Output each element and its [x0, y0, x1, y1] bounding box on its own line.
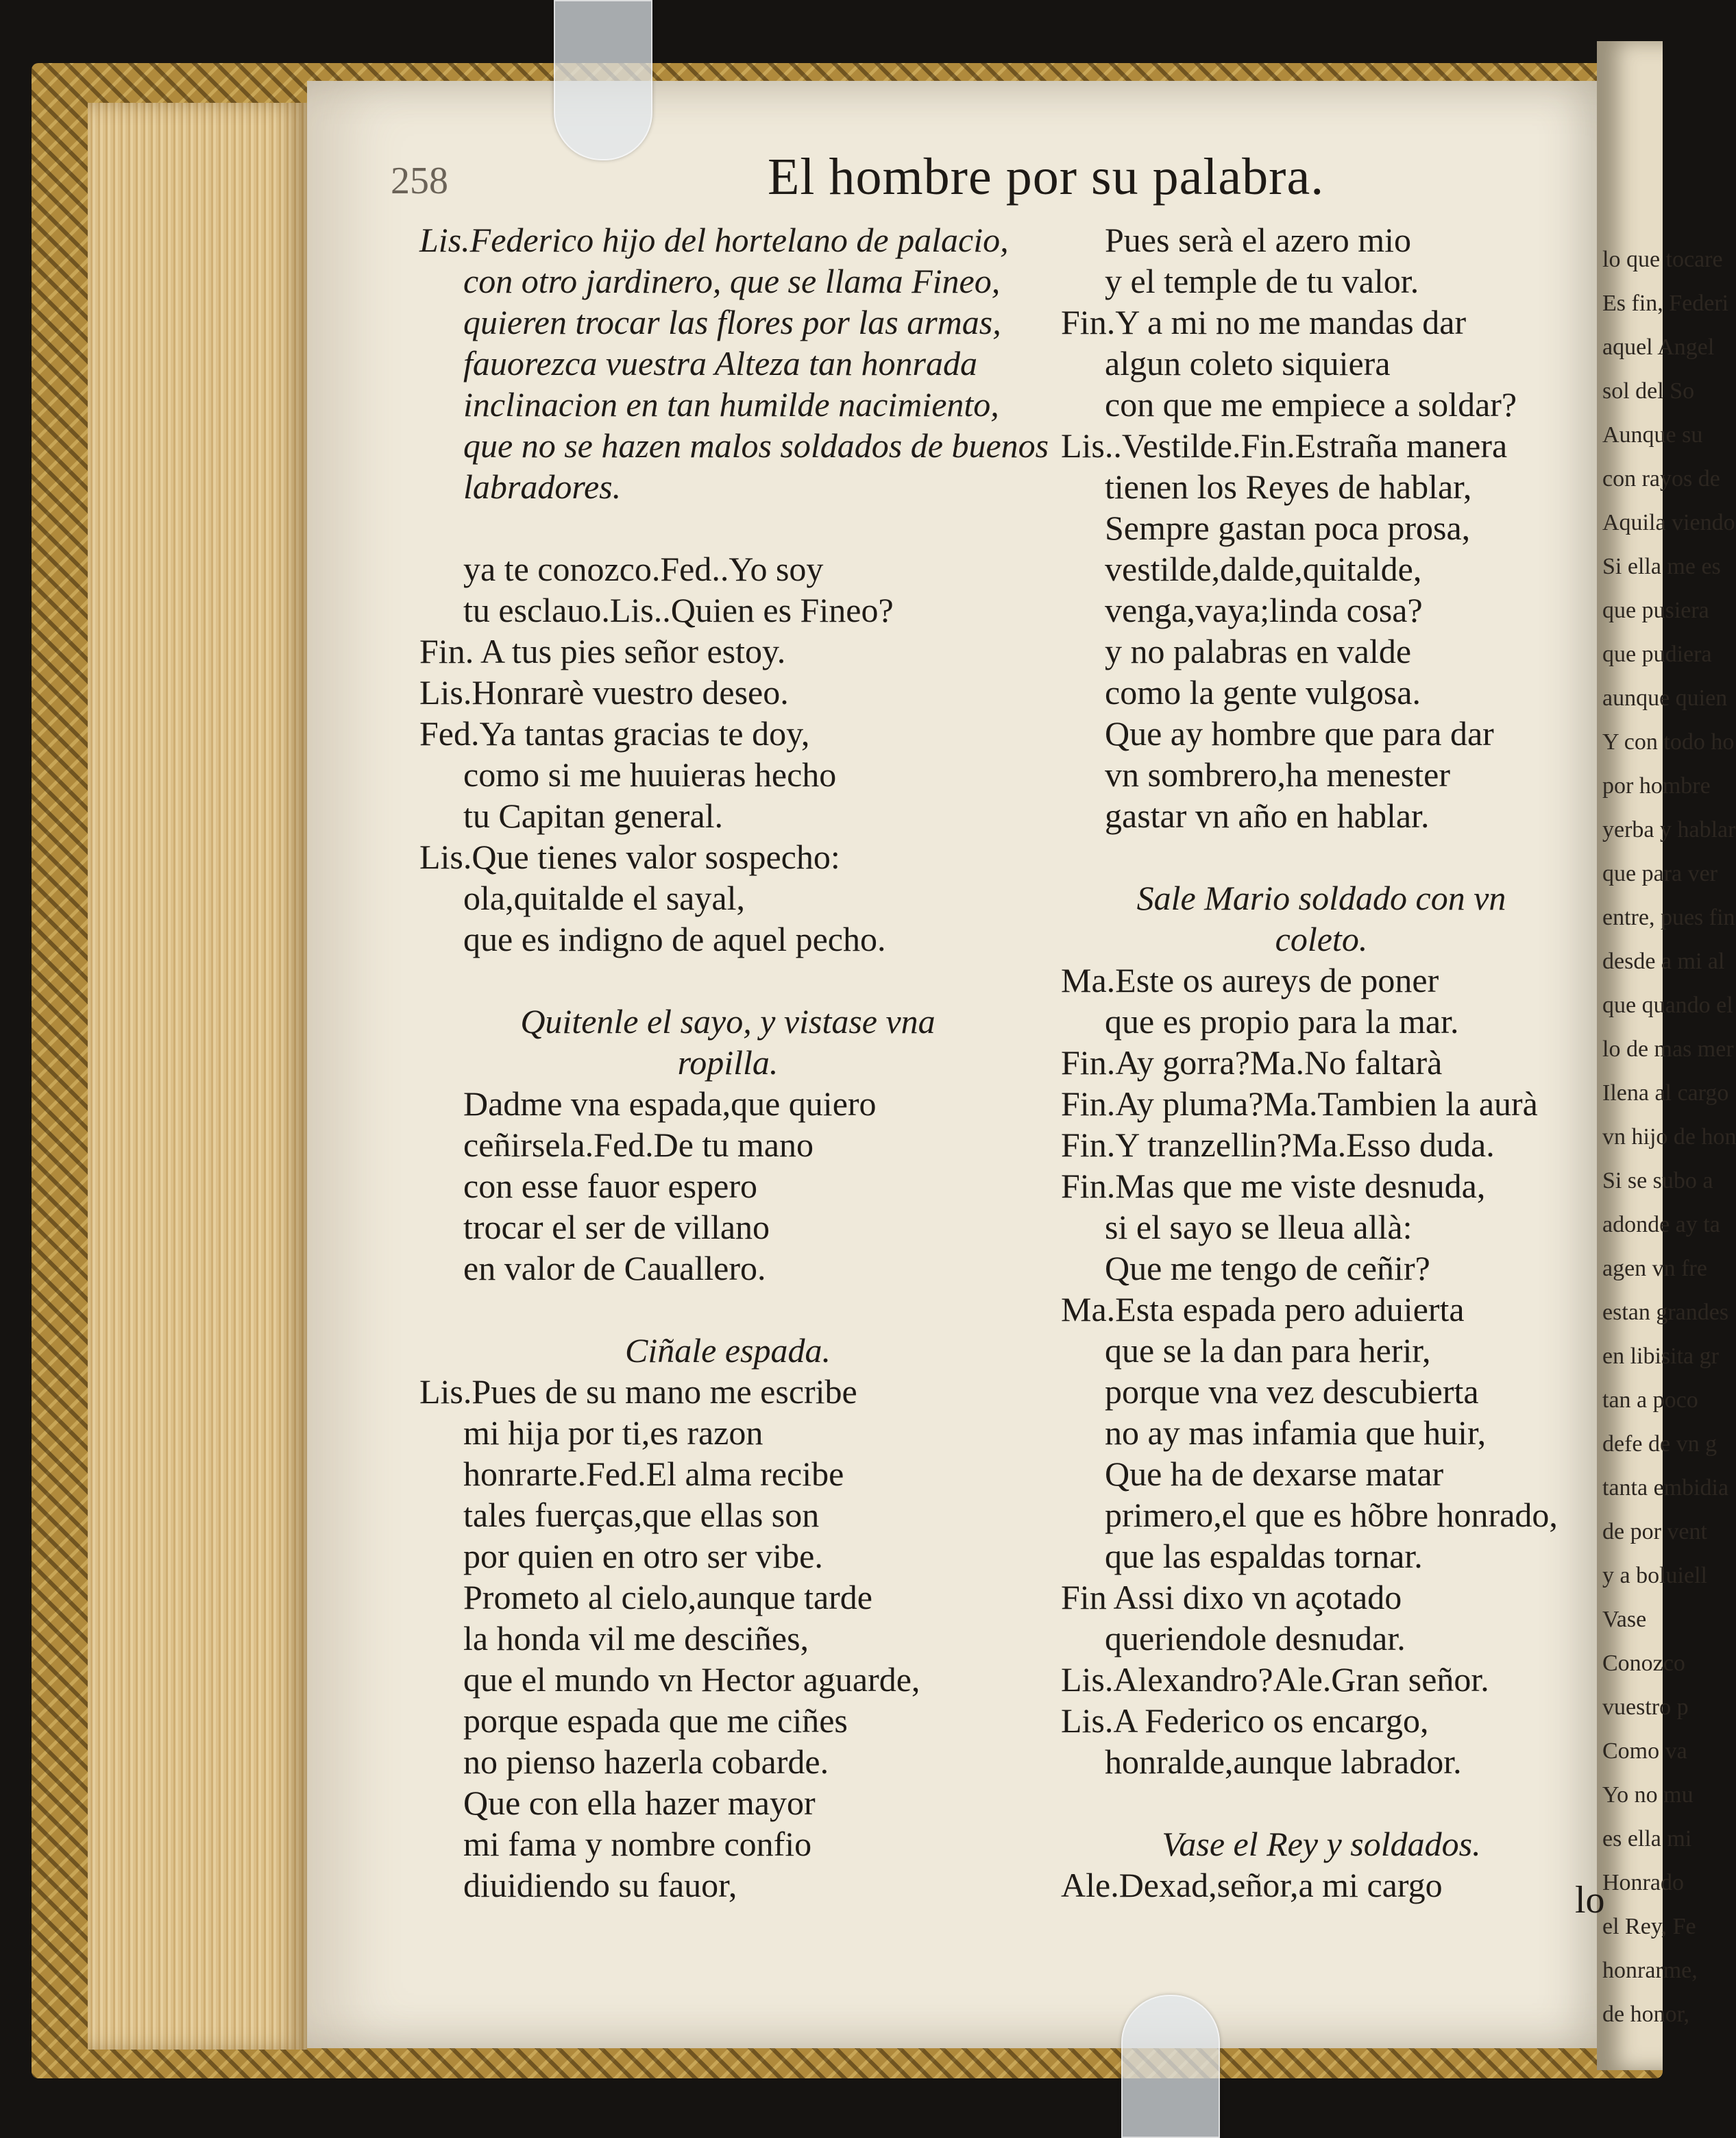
facing-page-fragment: Como va — [1602, 1738, 1687, 1764]
verse-line: y no palabras en valde — [1105, 632, 1412, 670]
facing-page-fragment: que pudiera — [1602, 642, 1712, 667]
verse-line: que el mundo vn Hector aguarde, — [463, 1660, 920, 1699]
facing-page-fragment: vuestro p — [1602, 1694, 1689, 1720]
facing-page-fragment: Si se subo a — [1602, 1168, 1713, 1193]
verse-line: con esse fauor espero — [463, 1167, 757, 1205]
facing-page-fragment: agen vn fre — [1602, 1256, 1707, 1281]
verse-line: si el sayo se lleua allà: — [1105, 1208, 1413, 1246]
verse-line: trocar el ser de villano — [463, 1208, 770, 1246]
verse-line: Que con ella hazer mayor — [463, 1784, 816, 1822]
facing-page-fragment: en libisita gr — [1602, 1344, 1719, 1369]
verse-line: ola,quitalde el sayal, — [463, 879, 745, 917]
verse-line: Fin.Ay pluma?Ma.Tambien la aurà — [1061, 1084, 1538, 1123]
stanza-gap — [419, 507, 1036, 548]
facing-page-fragment: Yo no mu — [1602, 1782, 1694, 1808]
facing-page-fragment: Vase — [1602, 1607, 1647, 1632]
verse-line: Ale.Dexad,señor,a mi cargo — [1061, 1866, 1443, 1904]
stanza-gap — [419, 960, 1036, 1001]
verse-line: no pienso hazerla cobarde. — [463, 1742, 829, 1781]
verse-line: por quien en otro ser vibe. — [463, 1537, 823, 1575]
verse-line: Lis.Alexandro?Ale.Gran señor. — [1061, 1660, 1489, 1699]
facing-page-fragment: tanta embidia — [1602, 1475, 1729, 1501]
verse-line: que las espaldas tornar. — [1105, 1537, 1423, 1575]
facing-page-fragment: con rayos de — [1602, 466, 1720, 491]
verse-line: la honda vil me desciñes, — [463, 1619, 809, 1657]
stage-direction-line: coleto. — [1275, 920, 1368, 958]
facing-page-fragment: tan a poco — [1602, 1387, 1698, 1413]
stage-direction-line: Sale Mario soldado con vn — [1136, 879, 1506, 917]
stanza-gap — [419, 1289, 1036, 1330]
verse-line: con que me empiece a soldar? — [1105, 385, 1517, 424]
verse-line: vestilde,dalde,quitalde, — [1105, 550, 1422, 588]
facing-page-fragment: y a boluiell — [1602, 1563, 1707, 1588]
verse-line: con otro jardinero, que se llama Fineo, — [463, 262, 1001, 300]
verse-line: primero,el que es hõbre honrado, — [1105, 1496, 1558, 1534]
verse-line: diuidiendo su fauor, — [463, 1866, 737, 1904]
verse-line: algun coleto siquiera — [1105, 344, 1391, 382]
verse-line: Fin Assi dixo vn açotado — [1061, 1578, 1402, 1616]
verse-line: Pues serà el azero mio — [1105, 221, 1412, 259]
verse-line: Lis.Honrarè vuestro deseo. — [419, 673, 789, 712]
verse-line: que no se hazen malos soldados de buenos — [463, 426, 1049, 465]
verse-line: Que ay hombre que para dar — [1105, 714, 1494, 753]
right-text-column — [1061, 219, 1582, 1906]
verse-line: mi hija por ti,es razon — [463, 1413, 763, 1452]
verse-line: honrarte.Fed.El alma recibe — [463, 1455, 844, 1493]
verse-line: que es propio para la mar. — [1105, 1002, 1459, 1041]
verse-line: Fin.Y a mi no me mandas dar — [1061, 303, 1467, 341]
running-head-title: El hombre por su palabra. — [768, 148, 1325, 206]
verse-line: en valor de Cauallero. — [463, 1249, 766, 1287]
facing-page-fragment: lo que tocare — [1602, 247, 1723, 272]
verse-line: fauorezca vuestra Alteza tan honrada — [463, 344, 977, 382]
verse-line: como la gente vulgosa. — [1105, 673, 1421, 712]
facing-page-fragment: desde a mi al — [1602, 949, 1725, 974]
facing-page-fragment: Es fin, Federi — [1602, 291, 1729, 316]
facing-page-fragment: honrarme, — [1602, 1958, 1698, 1983]
verse-line: Fin.Ay gorra?Ma.No faltarà — [1061, 1043, 1443, 1082]
verse-line: Lis.Que tienes valor sospecho: — [419, 838, 840, 876]
facing-page-fragment: de honor, — [1602, 2002, 1690, 2027]
verse-line: honralde,aunque labrador. — [1105, 1742, 1462, 1781]
left-text-column — [419, 219, 1049, 1906]
verse-line: ceñirsela.Fed.De tu mano — [463, 1126, 814, 1164]
verse-line: tu esclauo.Lis..Quien es Fineo? — [463, 591, 894, 629]
verse-line: queriendole desnudar. — [1105, 1619, 1406, 1657]
facing-page-fragment: sol del So — [1602, 378, 1695, 404]
stage-direction-line: Quitenle el sayo, y vistase vna — [520, 1002, 936, 1041]
page-clip-bottom — [1121, 1995, 1220, 2138]
facing-page-fragment: vn hijo de hon — [1602, 1124, 1736, 1150]
verse-line: Ma.Esta espada pero aduierta — [1061, 1290, 1465, 1328]
verse-line: Fed.Ya tantas gracias te doy, — [419, 714, 810, 753]
verse-line: que es indigno de aquel pecho. — [463, 920, 886, 958]
stage-direction-line: Ciñale espada. — [625, 1331, 831, 1370]
facing-page-edge — [1597, 41, 1736, 2070]
stage-direction-line: Vase el Rey y soldados. — [1162, 1825, 1481, 1863]
stage-direction-line: ropilla. — [677, 1043, 779, 1082]
verse-line: Dadme vna espada,que quiero — [463, 1084, 877, 1123]
verse-line: venga,vaya;linda cosa? — [1105, 591, 1423, 629]
page-edges — [88, 103, 307, 2050]
facing-page-fragment: Aunque su — [1602, 422, 1703, 448]
facing-page-fragment: adonde ay ta — [1602, 1212, 1720, 1237]
facing-page-fragment: Y con todo ho — [1602, 729, 1735, 755]
verse-line: Que ha de dexarse matar — [1105, 1455, 1444, 1493]
verse-line: porque espada que me ciñes — [463, 1701, 848, 1740]
verse-line: Fin.Mas que me viste desnuda, — [1061, 1167, 1486, 1205]
verse-line: Fin. A tus pies señor estoy. — [419, 632, 786, 670]
facing-page-fragment: es ella mi — [1602, 1826, 1692, 1851]
verse-line: que se la dan para herir, — [1105, 1331, 1431, 1370]
facing-page-fragment: Si ella me es — [1602, 554, 1721, 579]
page-clip-top — [554, 0, 652, 160]
verse-line: vn sombrero,ha menester — [1105, 755, 1451, 794]
facing-page-fragment: estan grandes — [1602, 1300, 1729, 1325]
verse-line: Que me tengo de ceñir? — [1105, 1249, 1430, 1287]
verse-line: Lis..Vestilde.Fin.Estraña manera — [1061, 426, 1508, 465]
facing-page-fragment: que pusiera — [1602, 598, 1709, 623]
facing-page-fragment: Aquila viendo — [1602, 510, 1735, 535]
verse-line: gastar vn año en hablar. — [1105, 797, 1430, 835]
facing-page-fragment: de por vent — [1602, 1519, 1707, 1544]
facing-page-fragment: Honrado — [1602, 1870, 1684, 1895]
verse-line: porque vna vez descubierta — [1105, 1372, 1479, 1411]
verse-line: no ay mas infamia que huir, — [1105, 1413, 1487, 1452]
signature-mark: lo — [1575, 1879, 1605, 1921]
verse-line: quieren trocar las flores por las armas, — [463, 303, 1001, 341]
stanza-gap — [1061, 1782, 1582, 1823]
facing-page-fragment: lo de mas mer — [1602, 1036, 1734, 1062]
facing-page-fragment: yerba y hablar — [1602, 817, 1736, 842]
verse-line: tales fuerças,que ellas son — [463, 1496, 820, 1534]
facing-page-fragment: el Rey, Fe — [1602, 1914, 1696, 1939]
facing-page-fragment: por hombre — [1602, 773, 1711, 799]
verse-line: tu Capitan general. — [463, 797, 724, 835]
facing-page-fragment: Conozco — [1602, 1651, 1685, 1676]
verse-line: Prometo al cielo,aunque tarde — [463, 1578, 872, 1616]
facing-page-fragment: defe de vn g — [1602, 1431, 1717, 1457]
page-number: 258 — [391, 160, 448, 202]
facing-page-fragment: entre, pues fin — [1602, 905, 1735, 930]
verse-line: inclinacion en tan humilde nacimiento, — [463, 385, 999, 424]
verse-line: Fin.Y tranzellin?Ma.Esso duda. — [1061, 1126, 1495, 1164]
verse-line: mi fama y nombre confio — [463, 1825, 812, 1863]
verse-line: Lis.A Federico os encargo, — [1061, 1701, 1429, 1740]
verse-line: ya te conozco.Fed..Yo soy — [463, 550, 824, 588]
facing-page-fragment: que para ver — [1602, 861, 1718, 886]
facing-page-fragment: que quando el — [1602, 993, 1733, 1018]
facing-page-fragment: aquel Angel — [1602, 335, 1715, 360]
verse-line: tienen los Reyes de hablar, — [1105, 467, 1472, 506]
facing-page-fragment: Ilena al cargo — [1602, 1080, 1729, 1106]
verse-line: y el temple de tu valor. — [1105, 262, 1419, 300]
verse-line: Lis.Federico hijo del hortelano de palacio, — [419, 221, 1009, 259]
verse-line: labradores. — [463, 467, 622, 506]
verse-line: Lis.Pues de su mano me escribe — [419, 1372, 857, 1411]
verse-line: como si me huuieras hecho — [463, 755, 837, 794]
facing-page-fragment: aunque quien — [1602, 685, 1728, 711]
stanza-gap — [1061, 836, 1582, 877]
verse-line: Ma.Este os aureys de poner — [1061, 961, 1439, 999]
verse-line: Sempre gastan poca prosa, — [1105, 509, 1471, 547]
